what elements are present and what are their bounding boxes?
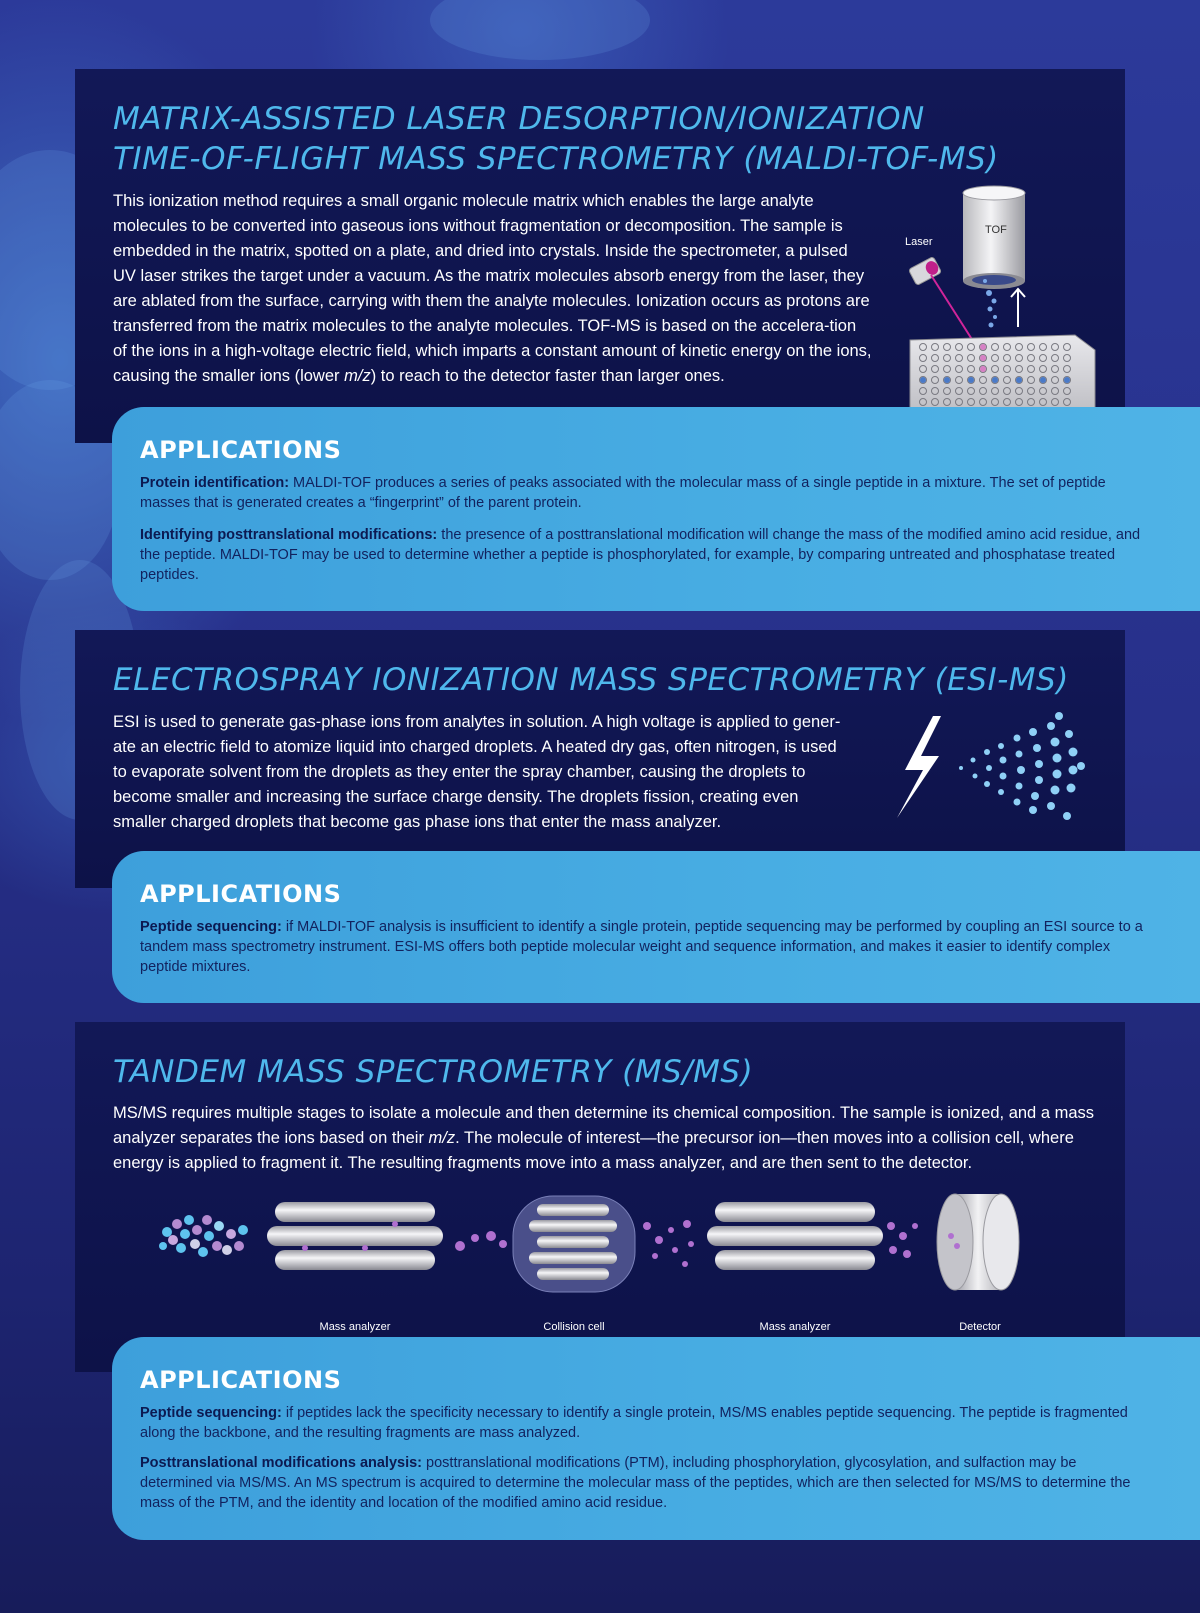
msms-description — [113, 1101, 1113, 1176]
maldi-applications-panel — [112, 407, 1200, 611]
maldi-description — [113, 189, 873, 389]
mass-analyzer-2-icon — [707, 1202, 883, 1270]
esi-application-item — [140, 917, 1145, 977]
laser-label: Laser — [905, 236, 933, 248]
precursor-ions — [455, 1231, 507, 1251]
background-molecule-shape — [430, 0, 650, 60]
esi-title: ELECTROSPRAY IONIZATION MASS SPECTROMETRY (ESI-MS) — [113, 662, 1069, 698]
application-text: if peptides lack the specificity necessary to identify a single protein, MS/MS enables peptide sequencing. The peptide is fragmented along the backbone, and the resulting fragments are mass analyzed. — [140, 1405, 1128, 1441]
maldi-description-text: This ionization method requires a small organic molecule matrix which enables the large analyte molecules to be converted into gaseous ions without fragmentation or decomposition. The sample is embedded in the matrix, spotted on a plate, and dried into crystals. Inside the spectrometer, a pulsed UV laser strikes the target under a vacuum. As the matrix molecules absorb energy from the laser, they are ablated from the surface, carrying with them the analyte molecules. Ionization occurs as protons are transferred from the matrix molecules to the analyte molecules. TOF-MS is based on the accelera-tion of the ions in a high-voltage electric field, which imparts a constant amount of kinetic energy on the ions, causing the smaller ions (lower — [113, 192, 872, 385]
msms-title: TANDEM MASS SPECTROMETRY (MS/MS) — [113, 1054, 754, 1090]
maldi-applications-heading: APPLICATIONS — [140, 436, 342, 464]
maldi-tof-diagram — [905, 185, 1105, 445]
application-term: Posttranslational modifications analysis: — [140, 1455, 423, 1471]
maldi-description-text-end: ) to reach to the detector faster than larger ones. — [370, 367, 725, 385]
fragment-ions-out — [887, 1222, 918, 1258]
maldi-title-line1: MATRIX-ASSISTED LASER DESORPTION/IONIZATION — [113, 101, 925, 137]
msms-section — [75, 1022, 1125, 1372]
application-text: the presence of a posttranslational modification will change the mass of the modified amino acid residue, and the peptide. MALDI-TOF may be used to determine whether a peptide is phosphorylated, for example, by comparing untreated and phosphatase treated peptides. — [140, 527, 1141, 583]
msms-applications-heading: APPLICATIONS — [140, 1366, 342, 1394]
tof-label: TOF — [985, 224, 1007, 236]
msms-description-text-end: . The molecule of interest—the precursor ion—then moves into a collision cell, where energy is applied to fragment it. The resulting fragments move into a mass analyzer, and are then sent to the detector. — [113, 1129, 1074, 1172]
maldi-application-item — [140, 473, 1145, 513]
application-term: Peptide sequencing: — [140, 1405, 282, 1421]
application-text: MALDI-TOF produces a series of peaks associated with the molecular mass of a single peptide in a mixture. The set of peptide masses that is generated creates a “fingerprint” of the parent protein. — [140, 475, 1106, 511]
esi-applications-panel — [112, 851, 1200, 1003]
esi-section — [75, 630, 1125, 888]
tof-detector-icon — [963, 186, 1025, 289]
mz-term: m/z — [428, 1129, 456, 1147]
msms-description-text: MS/MS requires multiple stages to isolate a molecule and then determine its chemical composition. The sample is ionized, and a mass analyzer separates the ions based on their — [113, 1104, 1095, 1147]
mz-term: m/z — [344, 367, 371, 385]
collision-cell-icon — [513, 1196, 635, 1292]
application-term: Identifying posttranslational modifications: — [140, 527, 438, 543]
tandem-ms-diagram — [155, 1190, 1115, 1340]
msms-applications-panel — [112, 1337, 1200, 1540]
mass-analyzer-label: Mass analyzer — [759, 1321, 831, 1333]
esi-applications-heading: APPLICATIONS — [140, 880, 342, 908]
application-term: Peptide sequencing: — [140, 919, 282, 935]
arrow-up-icon — [1011, 289, 1025, 327]
detector-label: Detector — [959, 1321, 1001, 1333]
maldi-title — [113, 99, 1113, 179]
electrospray-diagram — [883, 708, 1093, 828]
lightning-bolt-icon — [897, 716, 941, 818]
application-term: Protein identification: — [140, 475, 290, 491]
maldi-application-item — [140, 525, 1145, 585]
msms-application-item — [140, 1453, 1145, 1513]
ion-cluster-icon — [159, 1215, 248, 1257]
charged-droplets — [959, 712, 1085, 820]
application-text: posttranslational modifications (PTM), including phosphorylation, glycosylation, and sulfaction may be determined via MS/MS. An MS spectrum is acquired to determine the molecular mass of the peptides, which are then selected for MS/MS to determine the mass of the PTM, and the identity and location of the modified amino acid residue. — [140, 1455, 1131, 1511]
maldi-title-line2: TIME-OF-FLIGHT MASS SPECTROMETRY (MALDI-TOF-MS) — [113, 141, 999, 177]
msms-application-item — [140, 1403, 1145, 1443]
application-text: if MALDI-TOF analysis is insufficient to identify a single protein, peptide sequencing may be performed by coupling an ESI source to a tandem mass spectrometry instrument. ESI-MS offers both peptide molecular weight and sequence information, and makes it easier to identify complex peptide mixtures. — [140, 919, 1143, 975]
fragment-ions — [643, 1220, 694, 1267]
esi-description: ESI is used to generate gas-phase ions from analytes in solution. A high voltage is applied to gener-ate an electric field to atomize liquid into charged droplets. A heated dry gas, often nitrogen, is used to evaporate solvent from the droplets as they enter the spray chamber, causing the droplets to become smaller and increasing the surface charge density. The droplets fission, creating even smaller charged droplets that become gas phase ions that enter the mass analyzer. — [113, 713, 841, 831]
detector-icon — [937, 1194, 1019, 1290]
mass-analyzer-label: Mass analyzer — [319, 1321, 391, 1333]
collision-cell-label: Collision cell — [543, 1321, 605, 1333]
mass-analyzer-1-icon — [267, 1202, 443, 1270]
